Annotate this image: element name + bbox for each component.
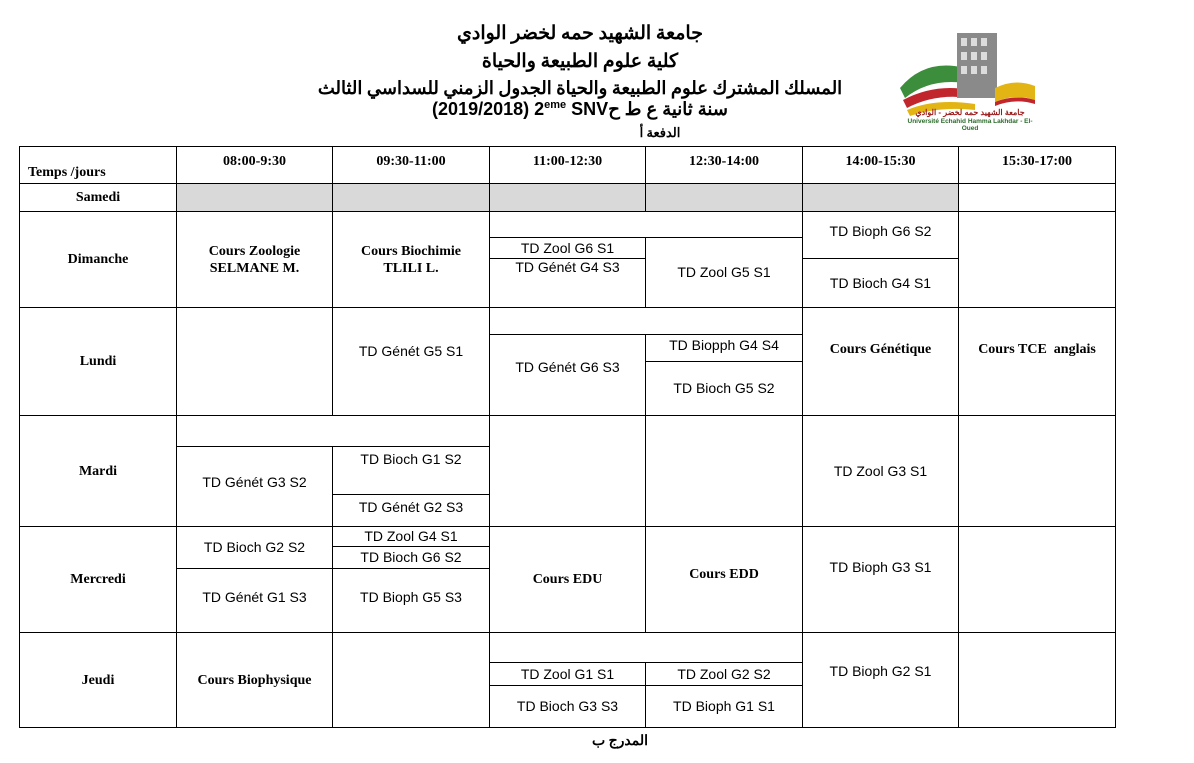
session-td-genet-g4-s3: TD Génét G4 S3 (515, 259, 620, 275)
session-td-genet-g2-s3: TD Génét G2 S3 (358, 498, 464, 515)
session-td-bioph-g3-s1: TD Bioph G3 S1 (829, 558, 932, 575)
faculty-title: كلية علوم الطبيعة والحياة (481, 51, 679, 72)
slot-header-4: 12:30-14:00 (689, 153, 759, 169)
slot-header-1: 08:00-9:30 (223, 153, 286, 169)
session-td-bioph-g1-s1: TD Bioph G1 S1 (673, 698, 775, 714)
year-suffix: SNVسنة ثانية ع ط ح (566, 99, 728, 119)
slot-header-6: 15:30-17:00 (1002, 153, 1072, 169)
session-cours-tce-anglais: Cours TCE anglais (978, 341, 1096, 357)
program-title: المسلك المشترك علوم الطبيعة والحياة الجدول الزمني للسداسي الثالث (317, 78, 843, 98)
day-samedi: Samedi (75, 190, 121, 205)
session-td-genet-g6-s3: TD Génét G6 S3 (515, 358, 620, 375)
session-td-bioch-g5-s2: TD Bioch G5 S2 (673, 380, 775, 396)
session-td-zool-g4-s1: TD Zool G4 S1 (364, 528, 458, 544)
logo-caption-fr: Université Echahid Hamma Lakhdar - El-Oued (907, 118, 1033, 132)
session-td-bioch-g6-s2: TD Bioch G6 S2 (360, 549, 462, 565)
session-cours-biochimie: Cours Biochimie TLILI L. (361, 243, 461, 276)
session-cours-edu: Cours EDU (532, 572, 603, 587)
year-title (300, 99, 860, 120)
day-lundi: Lundi (79, 354, 117, 369)
session-cours-edd: Cours EDD (689, 567, 759, 582)
session-td-bioph-g2-s1: TD Bioph G2 S1 (829, 662, 932, 679)
samedi-empty-cells (177, 184, 958, 211)
session-td-zool-g5-s1: TD Zool G5 S1 (677, 264, 771, 280)
day-mercredi: Mercredi (70, 572, 126, 587)
session-td-bioch-g1-s2: TD Bioch G1 S2 (360, 450, 462, 467)
session-td-zool-g6-s1: TD Zool G6 S1 (520, 239, 615, 256)
amphitheater-label: المدرج ب (591, 734, 649, 749)
session-td-genet-g1-s3: TD Génét G1 S3 (202, 588, 307, 605)
logo-caption-ar: جامعة الشهيد حمه لخضر - الوادي (915, 108, 1025, 117)
session-td-bioch-g2-s2: TD Bioch G2 S2 (203, 539, 306, 555)
session-td-genet-g5-s1: TD Génét G5 S1 (358, 342, 464, 359)
session-td-zool-g1-s1: TD Zool G1 S1 (520, 665, 615, 682)
session-cours-biophysique: Cours Biophysique (197, 672, 312, 688)
day-dimanche: Dimanche (67, 252, 129, 267)
session-td-bioch-g4-s1: TD Bioch G4 S1 (829, 274, 932, 291)
group-label: الدفعة أ (639, 125, 681, 140)
session-td-bioch-g3-s3: TD Bioch G3 S3 (516, 698, 619, 714)
day-jeudi: Jeudi (81, 672, 115, 688)
year-prefix: (2019/2018) 2 (432, 99, 545, 119)
session-cours-genetique: Cours Génétique (829, 341, 932, 357)
university-title: جامعة الشهيد حمه لخضر الوادي (457, 23, 703, 44)
corner-header: Temps /jours (28, 164, 106, 180)
session-cours-zoologie: Cours Zoologie SELMANE M. (208, 243, 301, 276)
slot-header-2: 09:30-11:00 (376, 153, 446, 169)
session-td-zool-g3-s1: TD Zool G3 S1 (833, 462, 928, 479)
session-td-bioph-g5-s3: TD Bioph G5 S3 (360, 588, 462, 605)
session-td-bioph-g4-s4: TD Biopph G4 S4 (669, 336, 779, 353)
session-td-genet-g3-s2: TD Génét G3 S2 (202, 473, 307, 490)
session-td-bioph-g6-s2: TD Bioph G6 S2 (829, 222, 932, 239)
day-mardi: Mardi (78, 463, 118, 479)
slot-header-3: 11:00-12:30 (532, 153, 603, 169)
year-sup: eme (544, 99, 567, 111)
slot-header-5: 14:00-15:30 (845, 153, 916, 169)
session-td-zool-g2-s2: TD Zool G2 S2 (677, 665, 771, 682)
